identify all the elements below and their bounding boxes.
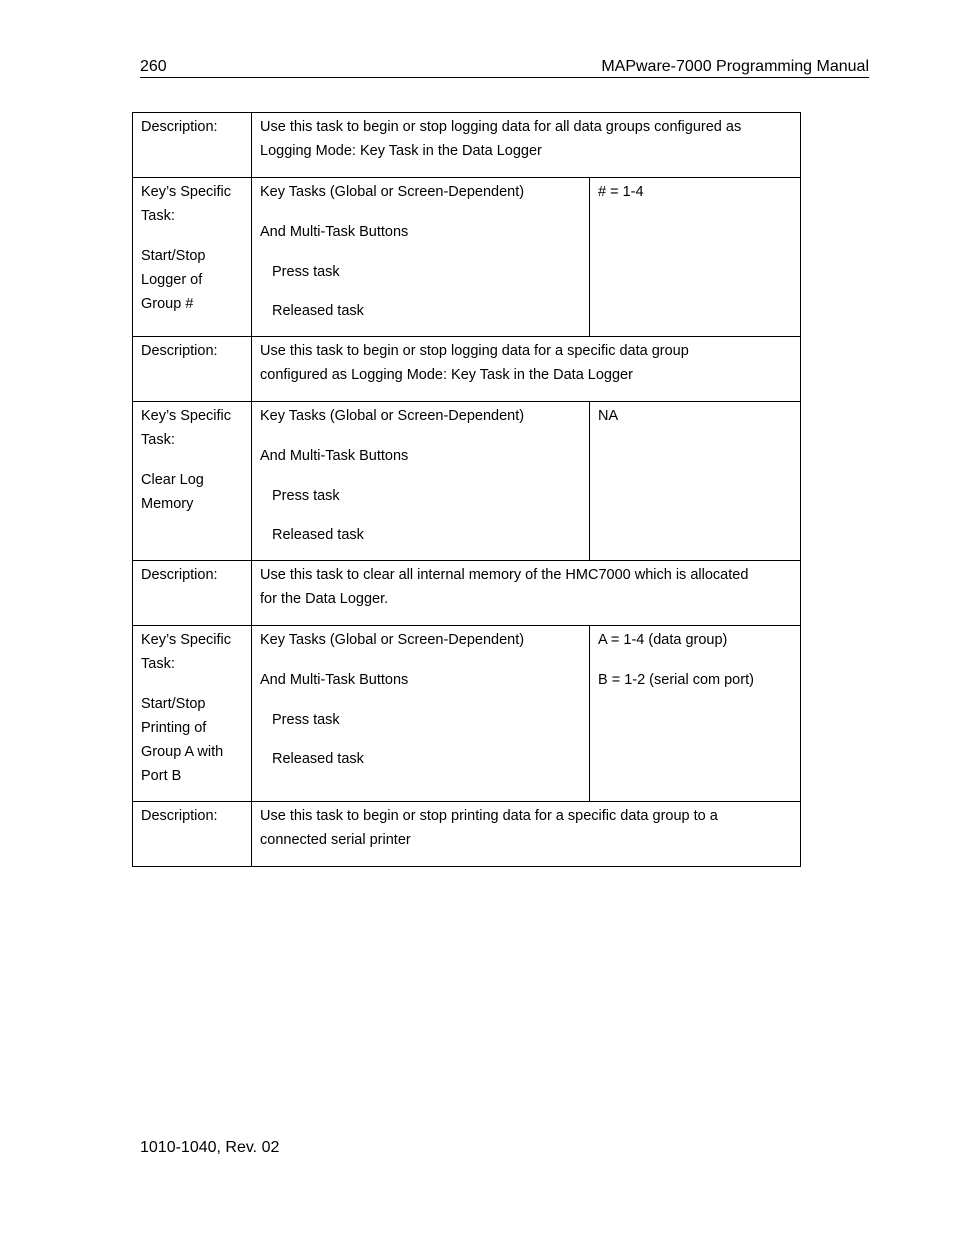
page-footer: 1010-1040, Rev. 02 [140,1139,280,1156]
task-types-cell: Key Tasks (Global or Screen-Dependent) And Multi-Task Buttons Press task Released task [252,178,590,337]
description-row [133,561,801,626]
description-text: Use this task to clear all internal memory of the HMC7000 which is allocated for the Data Logger. [252,561,801,626]
task-label-cell: Key’s Specific Task: Start/Stop Logger of Group # [133,178,252,337]
task-label-cell: Key’s Specific Task: Start/Stop Printing of Group A with Port B [133,626,252,802]
description-row [133,113,801,178]
description-label: Description: [133,337,252,402]
task-params-cell: A = 1-4 (data group) B = 1-2 (serial com port) [590,626,801,802]
description-label: Description: [133,802,252,867]
task-types-cell: Key Tasks (Global or Screen-Dependent) And Multi-Task Buttons Press task Released task [252,402,590,561]
task-label-cell: Key’s Specific Task: Clear Log Memory [133,402,252,561]
description-text: Use this task to begin or stop logging data for a specific data group configured as Logging Mode: Key Task in the Data Logger [252,337,801,402]
page-header [140,56,869,78]
description-label: Description: [133,561,252,626]
task-params-cell: # = 1-4 [590,178,801,337]
task-params-cell: NA [590,402,801,561]
task-row-clear-log-memory [133,402,801,561]
description-row [133,802,801,867]
description-label: Description: [133,113,252,178]
document-title: MAPware-7000 Programming Manual [601,58,869,75]
description-text: Use this task to begin or stop logging data for all data groups configured as Logging Mode: Key Task in the Data Logger [252,113,801,178]
description-row [133,337,801,402]
description-text: Use this task to begin or stop printing data for a specific data group to a connected serial printer [252,802,801,867]
task-row-start-stop-printing [133,626,801,802]
key-tasks-table [132,112,801,867]
page-number: 260 [140,58,167,75]
task-row-start-stop-logger [133,178,801,337]
task-types-cell: Key Tasks (Global or Screen-Dependent) And Multi-Task Buttons Press task Released task [252,626,590,802]
